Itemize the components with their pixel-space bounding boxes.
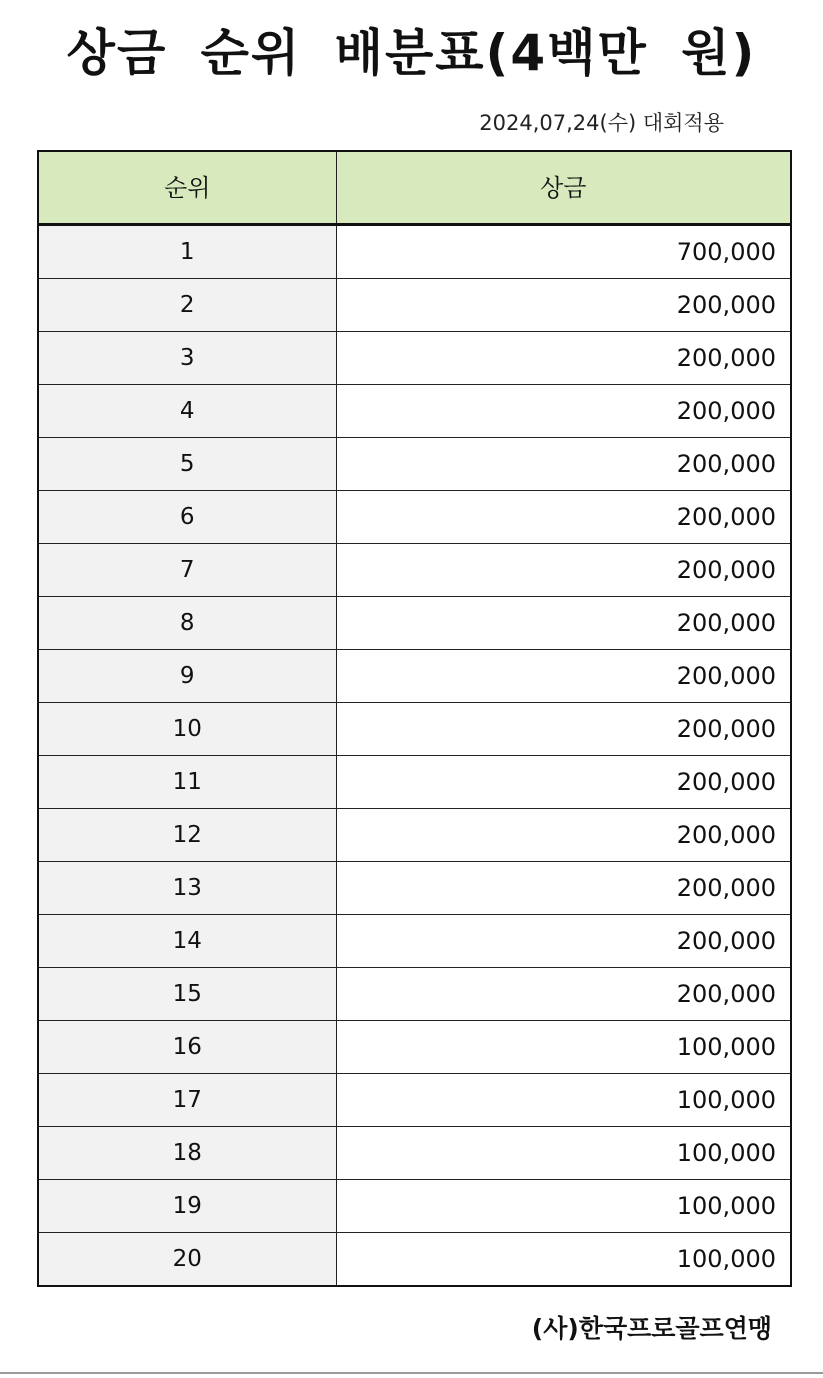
table-row xyxy=(38,650,791,703)
prize-cell: 200,000 xyxy=(336,279,791,332)
prize-cell: 200,000 xyxy=(336,650,791,703)
rank-cell: 14 xyxy=(38,915,336,968)
prize-cell: 200,000 xyxy=(336,491,791,544)
table-row xyxy=(38,1021,791,1074)
table-row xyxy=(38,491,791,544)
rank-cell: 1 xyxy=(38,225,336,279)
page-title: 상금 순위 배분표(4백만 원) xyxy=(66,24,757,82)
rank-cell: 3 xyxy=(38,332,336,385)
prize-cell: 200,000 xyxy=(336,703,791,756)
rank-cell: 19 xyxy=(38,1180,336,1233)
table-row xyxy=(38,225,791,279)
table-row xyxy=(38,1127,791,1180)
table-body xyxy=(38,225,791,1287)
prize-cell: 200,000 xyxy=(336,438,791,491)
prize-cell: 200,000 xyxy=(336,915,791,968)
table-row xyxy=(38,438,791,491)
table-row xyxy=(38,703,791,756)
table-row xyxy=(38,1074,791,1127)
prize-cell: 200,000 xyxy=(336,332,791,385)
table-row xyxy=(38,756,791,809)
rank-column-header: 순위 xyxy=(38,151,336,225)
prize-cell: 100,000 xyxy=(336,1180,791,1233)
prize-cell: 100,000 xyxy=(336,1074,791,1127)
rank-cell: 2 xyxy=(38,279,336,332)
prize-cell: 200,000 xyxy=(336,756,791,809)
prize-cell: 200,000 xyxy=(336,597,791,650)
table-row xyxy=(38,385,791,438)
prize-distribution-table xyxy=(37,150,792,1287)
bottom-divider xyxy=(0,1372,823,1374)
rank-cell: 16 xyxy=(38,1021,336,1074)
table-row xyxy=(38,968,791,1021)
table-row xyxy=(38,1233,791,1287)
table-row xyxy=(38,544,791,597)
table-row xyxy=(38,1180,791,1233)
table-row xyxy=(38,597,791,650)
prize-cell: 100,000 xyxy=(336,1127,791,1180)
table-row xyxy=(38,279,791,332)
table-row xyxy=(38,809,791,862)
rank-cell: 11 xyxy=(38,756,336,809)
date-subtitle: 2024,07,24(수) 대회적용 xyxy=(479,111,724,135)
table-row xyxy=(38,332,791,385)
prize-cell: 700,000 xyxy=(336,225,791,279)
rank-cell: 18 xyxy=(38,1127,336,1180)
prize-cell: 200,000 xyxy=(336,862,791,915)
table-header-row xyxy=(38,151,791,225)
rank-cell: 15 xyxy=(38,968,336,1021)
rank-cell: 12 xyxy=(38,809,336,862)
rank-cell: 13 xyxy=(38,862,336,915)
table-row xyxy=(38,915,791,968)
prize-column-header: 상금 xyxy=(336,151,791,225)
prize-cell: 200,000 xyxy=(336,385,791,438)
prize-cell: 100,000 xyxy=(336,1233,791,1287)
rank-cell: 10 xyxy=(38,703,336,756)
rank-cell: 20 xyxy=(38,1233,336,1287)
rank-cell: 7 xyxy=(38,544,336,597)
organization-footer: (사)한국프로골프연맹 xyxy=(531,1314,772,1343)
rank-cell: 17 xyxy=(38,1074,336,1127)
rank-cell: 5 xyxy=(38,438,336,491)
rank-cell: 8 xyxy=(38,597,336,650)
prize-cell: 200,000 xyxy=(336,968,791,1021)
rank-cell: 9 xyxy=(38,650,336,703)
rank-cell: 6 xyxy=(38,491,336,544)
prize-cell: 200,000 xyxy=(336,544,791,597)
rank-cell: 4 xyxy=(38,385,336,438)
table-row xyxy=(38,862,791,915)
prize-cell: 200,000 xyxy=(336,809,791,862)
prize-cell: 100,000 xyxy=(336,1021,791,1074)
